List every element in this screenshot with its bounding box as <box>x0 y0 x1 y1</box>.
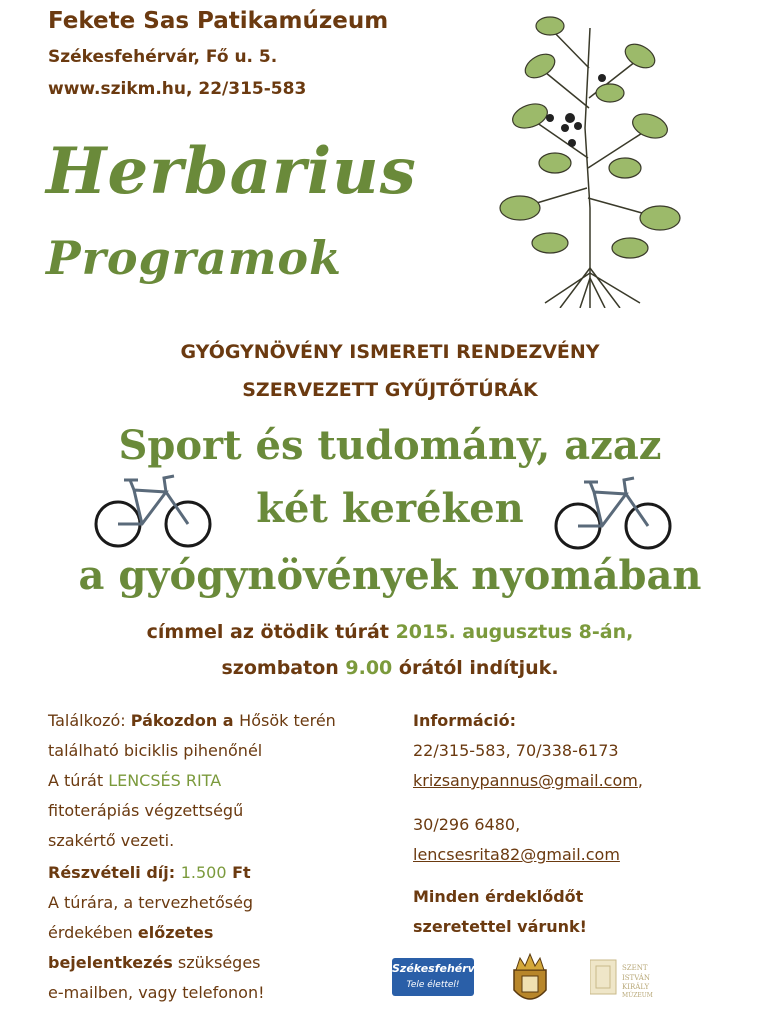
city-logo-name: Székesfehérvár <box>392 962 488 975</box>
meeting-line-1 <box>48 706 368 736</box>
museum-logo-line4: MÚZEUM <box>622 992 653 998</box>
guide-a: A túrát <box>48 771 109 790</box>
note-line-4: e-mailben, vagy telefonon! <box>48 983 265 1002</box>
tour-title-line-3: a gyógynövények nyomában <box>78 552 702 599</box>
city-crest-icon <box>508 952 552 1008</box>
fee-label: Részvételi díj: <box>48 863 181 882</box>
email-link-2[interactable]: lencsesrita82@gmail.com <box>413 845 620 864</box>
meet-rest: Hősök terén <box>239 711 336 730</box>
title-programok: Programok <box>46 231 342 285</box>
museum-logo-line2: ISTVÁN <box>622 974 650 982</box>
date-line-1-text: címmel az ötödik túrát <box>146 621 396 643</box>
email-line-1 <box>413 766 743 796</box>
note-2a: érdekében <box>48 923 138 942</box>
note-2b: előzetes <box>137 923 214 942</box>
note-line-2 <box>48 918 368 948</box>
email-link-1[interactable]: krizsanypannus@gmail.com <box>413 771 638 790</box>
fee-line <box>48 858 368 888</box>
title-herbarius: Herbarius <box>46 134 417 209</box>
right-info-block <box>413 706 743 942</box>
left-info-block <box>48 706 368 1008</box>
meet-place: Pákozdon a <box>130 711 240 730</box>
museum-address: Székesfehérvár, Fő u. 5. <box>48 47 278 67</box>
date-line-2-text-b: órától indítjuk. <box>392 657 559 679</box>
museum-logo-line1: SZENT <box>622 964 648 972</box>
guide-line-1 <box>48 766 368 796</box>
note-line-3 <box>48 948 368 978</box>
bicycle-left-icon <box>94 470 212 550</box>
date-line-2-text-a: szombaton <box>221 657 346 679</box>
guide-line-3: szakértő vezeti. <box>48 831 175 850</box>
note-3a: bejelentkezés <box>48 953 173 972</box>
bicycle-right-icon <box>554 472 672 552</box>
start-time: 9.00 <box>345 657 393 679</box>
event-type-line-2: SZERVEZETT GYŰJTŐTÚRÁK <box>242 379 538 401</box>
museum-web-phone: www.szikm.hu, 22/315-583 <box>48 79 307 99</box>
event-type-line-1: GYÓGYNÖVÉNY ISMERETI RENDEZVÉNY <box>180 341 600 363</box>
museum-logo <box>590 958 678 998</box>
closing-line-2: szeretettel várunk! <box>413 917 587 936</box>
meet-label: Találkozó: <box>48 711 131 730</box>
city-logo-slogan: Tele élettel! <box>406 980 460 990</box>
closing-line-1: Minden érdeklődőt <box>413 887 584 906</box>
fee-unit: Ft <box>226 863 251 882</box>
guide-name: LENCSÉS RITA <box>108 771 222 790</box>
museum-logo-line3: KIRÁLY <box>622 983 650 991</box>
guide-line-2: fitoterápiás végzettségű <box>48 801 244 820</box>
email-1-suffix: , <box>637 771 643 790</box>
note-line-1: A túrára, a tervezhetőség <box>48 893 254 912</box>
meeting-line-2: található biciklis pihenőnél <box>48 741 263 760</box>
date-line-1 <box>0 621 780 643</box>
tour-title-line-1: Sport és tudomány, azaz <box>118 422 662 469</box>
note-3b: szükséges <box>172 953 261 972</box>
city-logo <box>392 958 488 996</box>
date-line-2 <box>0 657 780 679</box>
fee-value: 1.500 <box>180 863 227 882</box>
info-label: Információ: <box>413 711 517 730</box>
phone-2: 30/296 6480, <box>413 815 521 834</box>
date-value: 2015. augusztus 8-án, <box>395 621 634 643</box>
tour-title-line-2: két keréken <box>256 485 524 532</box>
herb-illustration <box>490 8 690 308</box>
phones: 22/315-583, 70/338-6173 <box>413 741 619 760</box>
museum-name: Fekete Sas Patikamúzeum <box>48 8 389 34</box>
